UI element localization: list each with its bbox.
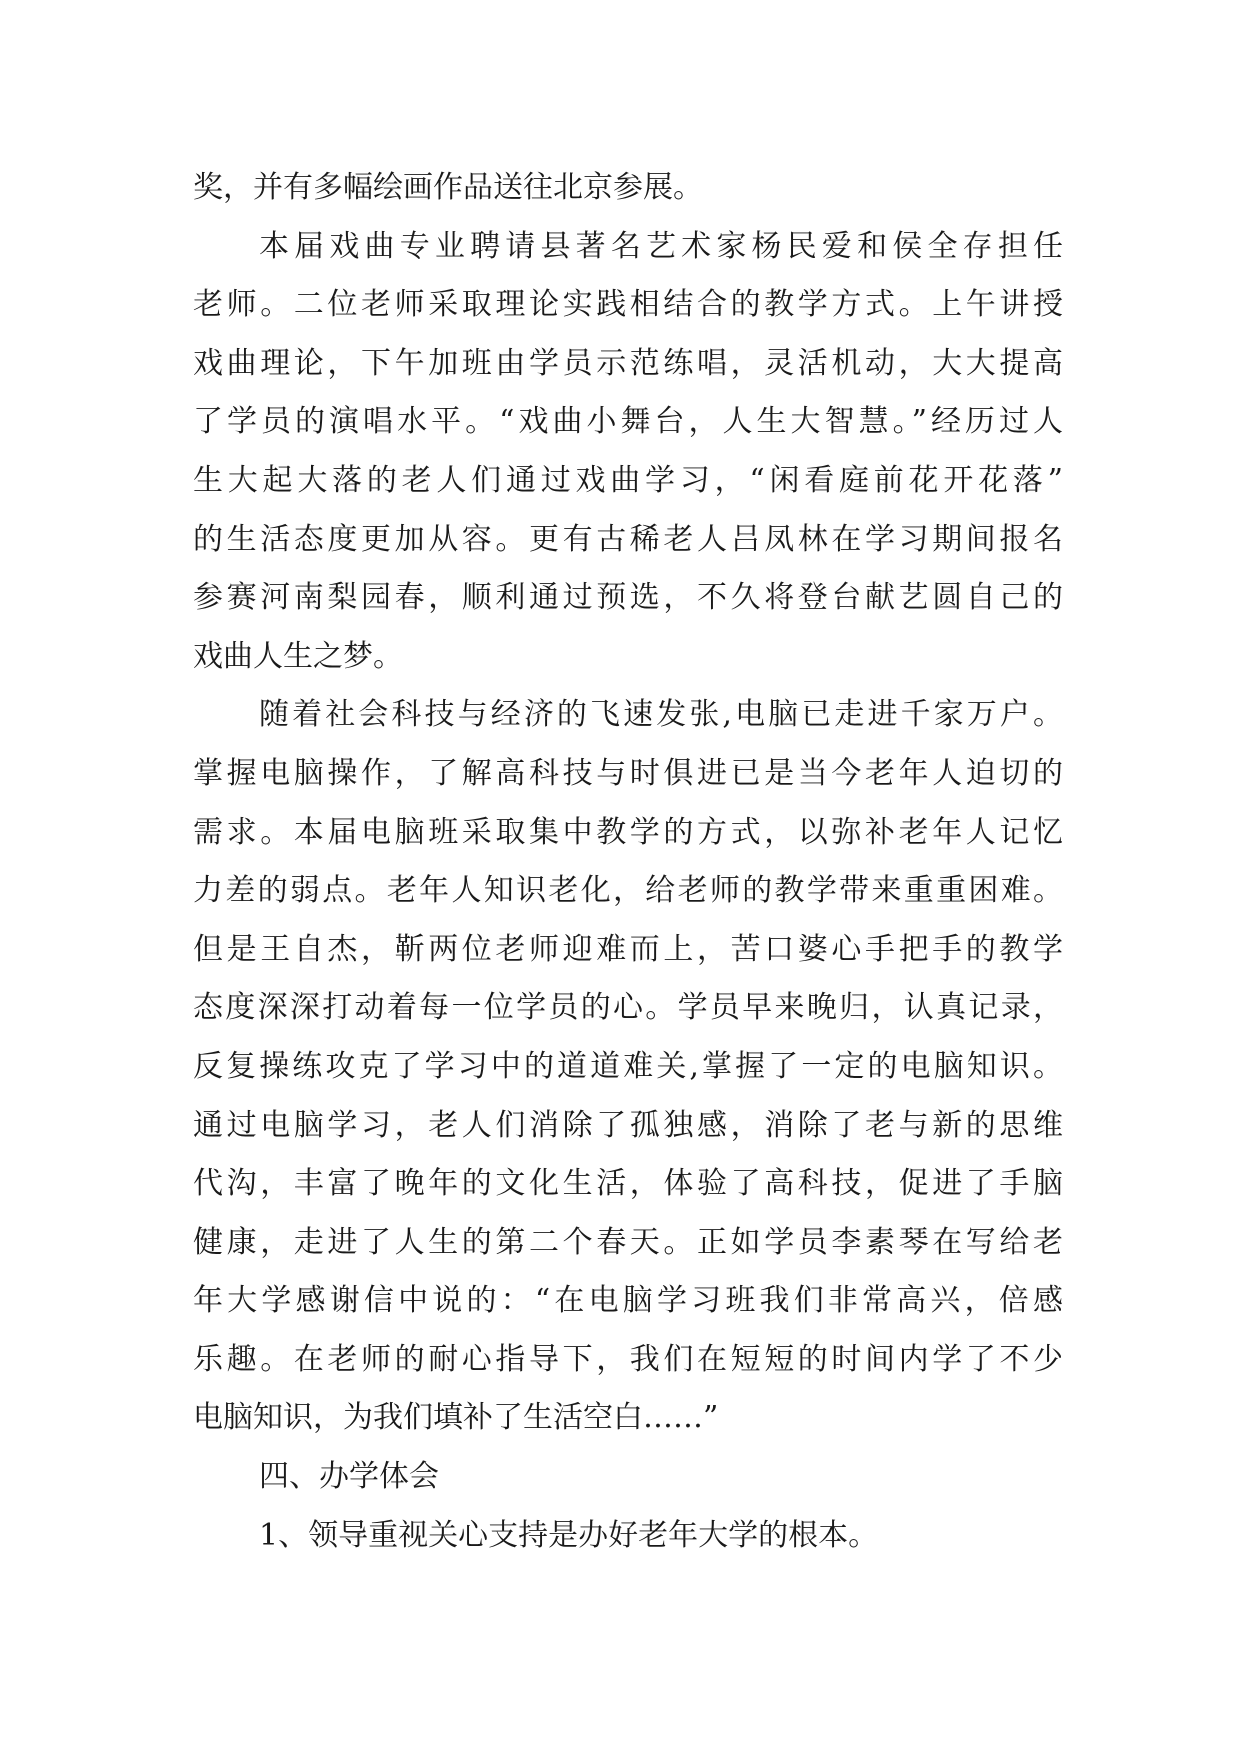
- text-line-5: 了学员的演唱水平。“戏曲小舞台，人生大智慧。”经历过人: [193, 404, 1063, 440]
- text-line-11: 掌握电脑操作，了解高科技与时俱进已是当今老年人迫切的: [193, 755, 1063, 791]
- text-line-20: 年大学感谢信中说的：“在电脑学习班我们非常高兴，倍感: [193, 1283, 1063, 1319]
- text-line-10: 随着社会科技与经济的飞速发张,电脑已走进千家万户。: [259, 697, 1063, 733]
- body-text: [193, 159, 1063, 1565]
- text-line-18: 代沟，丰富了晚年的文化生活，体验了高科技，促进了手脑: [193, 1166, 1063, 1202]
- text-line-19: 健康，走进了人生的第二个春天。正如学员李素琴在写给老: [193, 1224, 1063, 1260]
- text-line-4: 戏曲理论，下午加班由学员示范练唱，灵活机动，大大提高: [193, 345, 1063, 381]
- text-line-21: 乐趣。在老师的耐心指导下，我们在短短的时间内学了不少: [193, 1341, 1063, 1377]
- text-line-3: 老师。二位老师采取理论实践相结合的教学方式。上午讲授: [193, 287, 1063, 323]
- text-line-12: 需求。本届电脑班采取集中教学的方式，以弥补老年人记忆: [193, 814, 1063, 850]
- text-line-7: 的生活态度更加从容。更有古稀老人吕凤林在学习期间报名: [193, 521, 1063, 557]
- section-heading: 四、办学体会: [259, 1459, 439, 1495]
- text-line-17: 通过电脑学习，老人们消除了孤独感，消除了老与新的思维: [193, 1107, 1063, 1143]
- text-line-14: 但是王自杰，靳两位老师迎难而上，苦口婆心手把手的教学: [193, 931, 1063, 967]
- text-line-1: 奖，并有多幅绘画作品送往北京参展。: [193, 170, 703, 205]
- text-line-16: 反复操练攻克了学习中的道道难关,掌握了一定的电脑知识。: [193, 1048, 1063, 1084]
- list-item-1: 1、领导重视关心支持是办好老年大学的根本。: [259, 1517, 879, 1553]
- text-line-15: 态度深深打动着每一位学员的心。学员早来晚归，认真记录，: [193, 990, 1063, 1026]
- text-line-22: 电脑知识，为我们填补了生活空白……”: [193, 1400, 719, 1436]
- text-line-9: 戏曲人生之梦。: [193, 638, 403, 674]
- text-line-6: 生大起大落的老人们通过戏曲学习，“闲看庭前花开花落”: [193, 462, 1063, 498]
- text-line-8: 参赛河南梨园春，顺利通过预选，不久将登台献艺圆自己的: [193, 580, 1063, 616]
- text-line-13: 力差的弱点。老年人知识老化，给老师的教学带来重重困难。: [193, 873, 1063, 909]
- text-line-2: 本届戏曲专业聘请县著名艺术家杨民爱和侯全存担任: [259, 228, 1063, 264]
